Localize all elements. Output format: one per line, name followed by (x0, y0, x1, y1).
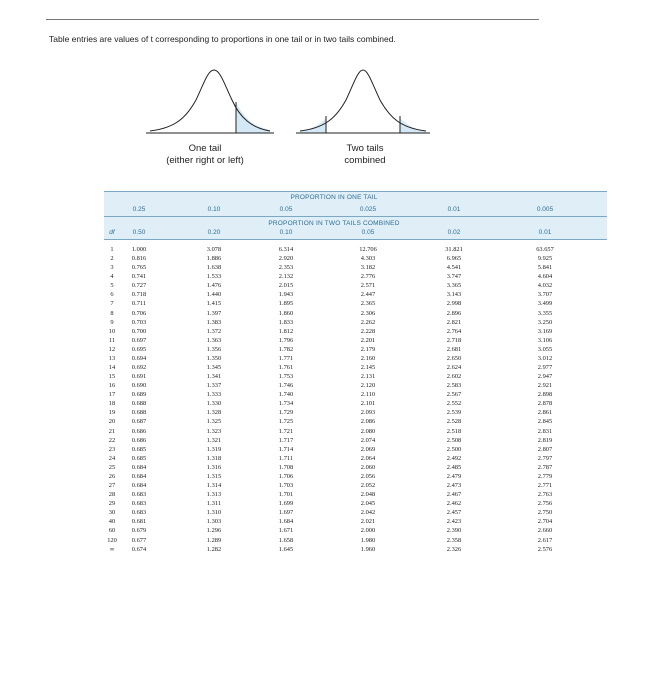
value-cell: 2.056 (360, 472, 376, 480)
value-cell: 2.132 (278, 273, 294, 281)
value-cell: 1.943 (278, 291, 294, 299)
df-cell: 20 (108, 418, 116, 426)
two-tail-header-1: 0.20 (207, 229, 221, 236)
value-cell: 2.120 (360, 382, 376, 390)
value-cell: 0.691 (131, 373, 147, 381)
value-cell: 3.747 (446, 273, 462, 281)
one-tail-title: PROPORTION IN ONE TAIL (290, 194, 378, 201)
value-cell: 0.684 (131, 472, 147, 480)
value-column-1 (189, 245, 239, 554)
value-cell: 1.886 (206, 255, 222, 263)
value-column-5 (520, 245, 570, 554)
value-cell: 1.303 (206, 518, 222, 526)
value-cell: 12.706 (359, 246, 377, 253)
value-cell: 2.750 (537, 509, 553, 517)
value-cell: 2.624 (446, 364, 462, 372)
one-tail-label-line-1: One tail (188, 143, 222, 154)
value-cell: 2.764 (446, 327, 462, 335)
df-cell: 26 (108, 472, 116, 480)
value-cell: 2.447 (360, 291, 376, 299)
df-cell: 19 (108, 409, 116, 417)
value-cell: 1.740 (278, 391, 294, 399)
two-tail-header-5: 0.01 (538, 229, 552, 236)
value-cell: 2.821 (446, 318, 462, 326)
value-cell: 3.365 (446, 282, 462, 290)
value-cell: 2.567 (446, 391, 462, 399)
value-cell: 1.717 (278, 436, 294, 444)
one-tail-header-0: 0.25 (132, 206, 146, 213)
value-cell: 2.353 (278, 264, 294, 272)
value-cell: 1.706 (278, 472, 294, 480)
value-cell: 2.602 (446, 373, 462, 381)
value-cell: 2.552 (446, 400, 462, 408)
value-cell: 2.921 (537, 382, 553, 390)
value-cell: 2.093 (360, 409, 376, 417)
value-cell: 2.390 (446, 527, 462, 535)
value-cell: 0.703 (131, 318, 147, 326)
value-column-3 (343, 245, 393, 554)
value-cell: 1.701 (278, 491, 294, 499)
value-cell: 2.262 (360, 318, 376, 326)
df-cell: 24 (108, 454, 116, 462)
value-cell: 2.101 (360, 400, 376, 408)
value-cell: 1.330 (206, 400, 222, 408)
value-cell: 2.787 (537, 463, 553, 471)
df-cell: 22 (108, 436, 116, 444)
value-cell: 0.741 (131, 273, 147, 281)
value-cell: 2.831 (537, 427, 553, 435)
value-cell: 1.325 (206, 418, 222, 426)
value-cell: 0.690 (131, 382, 147, 390)
df-cell: 6 (110, 291, 114, 299)
value-cell: 1.341 (206, 373, 222, 381)
value-cell: 1.319 (206, 445, 222, 453)
value-cell: 3.078 (206, 246, 222, 253)
value-cell: 0.694 (131, 354, 147, 362)
value-cell: 1.321 (206, 436, 222, 444)
value-cell: 0.686 (131, 427, 147, 435)
value-cell: 1.734 (278, 400, 294, 408)
value-cell: 1.476 (206, 282, 222, 290)
df-cell: 7 (110, 300, 114, 308)
value-cell: 1.328 (206, 409, 222, 417)
value-cell: 6.965 (446, 255, 462, 263)
one-tail-curve (146, 70, 274, 133)
value-cell: 2.179 (360, 345, 376, 353)
value-cell: 1.356 (206, 345, 222, 353)
value-cell: 3.055 (537, 345, 553, 353)
value-cell: 2.660 (537, 527, 553, 535)
value-cell: 2.539 (446, 409, 462, 417)
value-cell: 1.313 (206, 491, 222, 499)
value-cell: 1.746 (278, 382, 294, 390)
header-bottom-rule (104, 239, 607, 240)
value-cell: 0.689 (131, 391, 147, 399)
value-cell: 4.032 (537, 282, 553, 290)
value-cell: 1.337 (206, 382, 222, 390)
value-cell: 0.765 (131, 264, 147, 272)
df-cell: 23 (108, 445, 116, 453)
value-cell: 1.323 (206, 427, 222, 435)
value-cell: 2.080 (360, 427, 376, 435)
value-cell: 3.012 (537, 354, 553, 362)
value-cell: 2.000 (360, 527, 376, 535)
one-tail-header-3: 0.025 (359, 206, 377, 213)
value-cell: 2.064 (360, 454, 376, 462)
value-cell: 1.645 (278, 545, 294, 553)
value-cell: 0.685 (131, 445, 147, 453)
value-cell: 9.925 (537, 255, 553, 263)
value-cell: 1.415 (206, 300, 222, 308)
value-cell: 2.819 (537, 436, 553, 444)
value-cell: 1.708 (278, 463, 294, 471)
df-cell: 25 (108, 463, 116, 471)
value-cell: 1.782 (278, 345, 294, 353)
value-cell: 1.796 (278, 336, 294, 344)
value-cell: 1.316 (206, 463, 222, 471)
value-cell: 1.372 (206, 327, 222, 335)
value-cell: 5.841 (537, 264, 553, 272)
value-cell: 2.423 (446, 518, 462, 526)
value-cell: 2.756 (537, 500, 553, 508)
value-cell: 2.069 (360, 445, 376, 453)
table-caption: Table entries are values of t corresponding to proportions in one tail or in two tails combined. (49, 34, 396, 44)
value-cell: 2.878 (537, 400, 553, 408)
value-cell: 1.638 (206, 264, 222, 272)
value-cell: 2.131 (360, 373, 376, 381)
df-cell: 16 (108, 382, 116, 390)
value-cell: 2.160 (360, 354, 376, 362)
value-cell: 1.310 (206, 509, 222, 517)
df-cell: 18 (108, 400, 116, 408)
two-tail-title: PROPORTION IN TWO TAILS COMBINED (268, 220, 400, 227)
value-cell: 0.683 (131, 509, 147, 517)
value-cell: 2.500 (446, 445, 462, 453)
value-cell: 1.383 (206, 318, 222, 326)
value-cell: 3.707 (537, 291, 553, 299)
one-tail-header-4: 0.01 (447, 206, 461, 213)
value-cell: 0.685 (131, 454, 147, 462)
value-cell: 2.704 (537, 518, 553, 526)
df-cell: 2 (110, 255, 114, 263)
value-cell: 2.479 (446, 472, 462, 480)
value-cell: 3.106 (537, 336, 553, 344)
value-cell: 2.898 (537, 391, 553, 399)
value-cell: 0.711 (131, 300, 147, 308)
df-cell: 10 (108, 327, 116, 335)
value-cell: 2.365 (360, 300, 376, 308)
value-cell: 0.727 (131, 282, 147, 290)
two-tails-bell-curve (300, 70, 426, 131)
value-cell: 1.333 (206, 391, 222, 399)
df-cell: 11 (108, 336, 116, 344)
value-cell: 2.920 (278, 255, 294, 263)
value-cell: 0.816 (131, 255, 147, 263)
value-cell: 1.711 (278, 454, 294, 462)
value-cell: 1.345 (206, 364, 222, 372)
df-cell: 15 (108, 373, 116, 381)
one-tail-shaded-region (236, 102, 270, 133)
one-tail-label-line-2: (either right or left) (166, 155, 244, 166)
value-cell: 1.753 (278, 373, 294, 381)
value-cell: 1.699 (278, 500, 294, 508)
value-cell: 1.980 (360, 536, 376, 544)
value-cell: 0.692 (131, 364, 147, 372)
value-cell: 1.315 (206, 472, 222, 480)
value-cell: 1.771 (278, 354, 294, 362)
value-cell: 0.718 (131, 291, 147, 299)
value-cell: 0.700 (131, 327, 147, 335)
two-tails-label-line-2: combined (344, 155, 386, 166)
table-top-rule (104, 191, 607, 192)
value-cell: 1.812 (278, 327, 294, 335)
value-cell: 1.697 (278, 509, 294, 517)
value-cell: 0.684 (131, 463, 147, 471)
value-cell: 4.541 (446, 264, 462, 272)
df-cell: 29 (108, 500, 116, 508)
one-tail-label (150, 143, 260, 167)
value-cell: 1.000 (131, 246, 147, 253)
df-cell: 21 (108, 427, 116, 435)
value-cell: 1.703 (278, 482, 294, 490)
value-cell: 2.074 (360, 436, 376, 444)
df-cell: 5 (110, 282, 114, 290)
value-cell: 2.797 (537, 454, 553, 462)
value-cell: 1.440 (206, 291, 222, 299)
value-cell: 1.282 (206, 545, 222, 553)
value-cell: 1.296 (206, 527, 222, 535)
df-cell: 13 (108, 354, 116, 362)
value-cell: 2.947 (537, 373, 553, 381)
value-cell: 1.860 (278, 309, 294, 317)
value-cell: 2.807 (537, 445, 553, 453)
df-cell: 40 (108, 518, 116, 526)
value-cell: 3.499 (537, 300, 553, 308)
value-cell: 1.289 (206, 536, 222, 544)
value-cell: 1.533 (206, 273, 222, 281)
value-cell: 2.042 (360, 509, 376, 517)
value-cell: 0.686 (131, 436, 147, 444)
value-cell: 2.045 (360, 500, 376, 508)
value-cell: 3.250 (537, 318, 553, 326)
value-cell: 0.684 (131, 482, 147, 490)
value-cell: 0.677 (131, 536, 147, 544)
value-cell: 2.779 (537, 472, 553, 480)
df-cell: 4 (110, 273, 114, 281)
value-cell: 2.508 (446, 436, 462, 444)
header-divider (104, 216, 607, 217)
one-tail-header-2: 0.05 (279, 206, 293, 213)
value-cell: 2.110 (360, 391, 376, 399)
value-cell: 0.695 (131, 345, 147, 353)
value-cell: 0.688 (131, 409, 147, 417)
value-cell: 1.363 (206, 336, 222, 344)
value-cell: 2.358 (446, 536, 462, 544)
value-cell: 1.729 (278, 409, 294, 417)
two-tails-label (325, 143, 405, 167)
value-cell: 6.314 (278, 246, 294, 253)
value-cell: 2.462 (446, 500, 462, 508)
two-tail-header-3: 0.05 (361, 229, 375, 236)
value-cell: 2.977 (537, 364, 553, 372)
value-cell: 2.528 (446, 418, 462, 426)
two-tails-curve (296, 70, 430, 133)
df-cell: ∞ (109, 545, 115, 553)
value-cell: 2.060 (360, 463, 376, 471)
value-cell: 1.314 (206, 482, 222, 490)
value-cell: 1.714 (278, 445, 294, 453)
value-cell: 2.492 (446, 454, 462, 462)
value-cell: 2.845 (537, 418, 553, 426)
value-cell: 1.318 (206, 454, 222, 462)
value-cell: 1.960 (360, 545, 376, 553)
value-cell: 0.687 (131, 418, 147, 426)
value-cell: 2.145 (360, 364, 376, 372)
value-cell: 0.697 (131, 336, 147, 344)
value-cell: 1.721 (278, 427, 294, 435)
value-cell: 2.467 (446, 491, 462, 499)
value-cell: 3.355 (537, 309, 553, 317)
value-cell: 2.681 (446, 345, 462, 353)
two-tail-header-0: 0.50 (132, 229, 146, 236)
value-cell: 1.761 (278, 364, 294, 372)
value-cell: 4.604 (537, 273, 553, 281)
value-cell: 2.021 (360, 518, 376, 526)
value-cell: 0.683 (131, 500, 147, 508)
value-cell: 2.776 (360, 273, 376, 281)
value-cell: 1.684 (278, 518, 294, 526)
value-cell: 0.679 (131, 527, 147, 535)
value-cell: 2.201 (360, 336, 376, 344)
value-cell: 1.311 (206, 500, 222, 508)
value-cell: 2.518 (446, 427, 462, 435)
value-cell: 2.763 (537, 491, 553, 499)
two-tail-header-4: 0.02 (447, 229, 461, 236)
value-cell: 2.052 (360, 482, 376, 490)
df-cell: 8 (110, 309, 114, 317)
df-cell: 3 (110, 264, 114, 272)
value-cell: 3.143 (446, 291, 462, 299)
value-cell: 2.771 (537, 482, 553, 490)
two-tails-label-line-1: Two tails (346, 143, 384, 154)
one-tail-header-1: 0.10 (207, 206, 221, 213)
value-cell: 2.485 (446, 463, 462, 471)
one-tail-bell-curve (150, 70, 270, 131)
value-cell: 2.576 (537, 545, 553, 553)
value-cell: 31.821 (445, 246, 463, 253)
t-distribution-table (104, 191, 607, 613)
value-column-4 (429, 245, 479, 554)
df-cell: 17 (108, 391, 116, 399)
value-cell: 63.657 (536, 246, 554, 253)
value-cell: 2.998 (446, 300, 462, 308)
df-cell: 120 (107, 536, 117, 544)
df-header: df (109, 229, 115, 236)
value-column-2 (261, 245, 311, 554)
value-cell: 0.674 (131, 545, 147, 553)
value-cell: 2.617 (537, 536, 553, 544)
value-cell: 2.896 (446, 309, 462, 317)
df-cell: 14 (108, 364, 116, 372)
value-cell: 4.303 (360, 255, 376, 263)
two-tail-header-2: 0.10 (279, 229, 293, 236)
value-cell: 1.895 (278, 300, 294, 308)
value-cell: 2.306 (360, 309, 376, 317)
df-cell: 9 (110, 318, 114, 326)
value-cell: 2.718 (446, 336, 462, 344)
value-cell: 3.169 (537, 327, 553, 335)
value-cell: 1.671 (278, 527, 294, 535)
value-cell: 2.228 (360, 327, 376, 335)
value-cell: 2.326 (446, 545, 462, 553)
value-cell: 2.048 (360, 491, 376, 499)
one-tail-header-5: 0.005 (536, 206, 554, 213)
value-cell: 2.861 (537, 409, 553, 417)
df-cell: 27 (108, 482, 116, 490)
value-column-0 (114, 245, 164, 554)
df-cell: 30 (108, 509, 116, 517)
value-cell: 2.086 (360, 418, 376, 426)
value-cell: 2.583 (446, 382, 462, 390)
df-cell: 28 (108, 491, 116, 499)
df-cell: 1 (110, 246, 114, 253)
value-cell: 2.650 (446, 354, 462, 362)
value-cell: 2.457 (446, 509, 462, 517)
value-cell: 0.688 (131, 400, 147, 408)
value-cell: 2.571 (360, 282, 376, 290)
value-cell: 3.182 (360, 264, 376, 272)
df-cell: 60 (108, 527, 116, 535)
value-cell: 0.683 (131, 491, 147, 499)
value-cell: 1.725 (278, 418, 294, 426)
value-cell: 1.658 (278, 536, 294, 544)
value-cell: 0.681 (131, 518, 147, 526)
value-cell: 0.706 (131, 309, 147, 317)
value-cell: 1.350 (206, 354, 222, 362)
value-cell: 2.015 (278, 282, 294, 290)
value-cell: 1.397 (206, 309, 222, 317)
df-cell: 12 (108, 345, 116, 353)
value-cell: 1.833 (278, 318, 294, 326)
value-cell: 2.473 (446, 482, 462, 490)
